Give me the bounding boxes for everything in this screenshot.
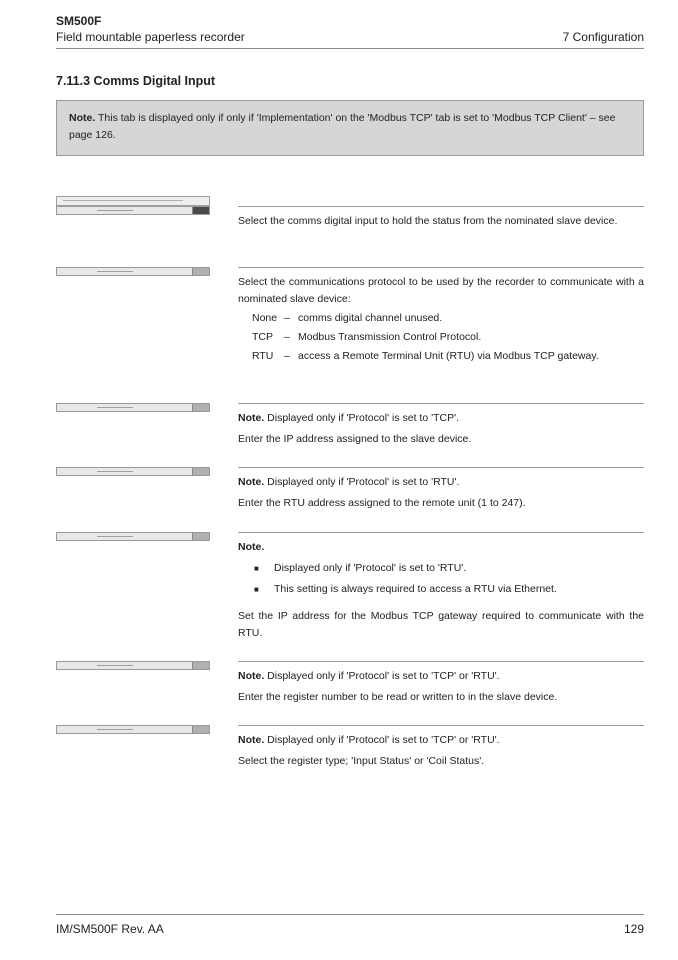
param-description: [238, 532, 644, 642]
register-type-field[interactable]: [56, 725, 210, 734]
bullet-icon: ■: [254, 564, 259, 573]
note-text: Displayed only if 'Protocol' is set to 'TCP'.: [267, 412, 460, 424]
note-label: Note.: [238, 412, 265, 424]
option-dash: –: [284, 312, 290, 324]
dropdown-button[interactable]: [192, 662, 209, 669]
description-text: Enter the RTU address assigned to the remote unit (1 to 247).: [238, 497, 526, 509]
section-title: 7.11.3 Comms Digital Input: [56, 74, 216, 88]
dropdown-button[interactable]: [192, 404, 209, 411]
ip-address-field[interactable]: [56, 403, 210, 412]
gateway-ip-field[interactable]: [56, 532, 210, 541]
note-label: Note.: [238, 541, 265, 553]
bullet-icon: ■: [254, 585, 259, 594]
note-text: Displayed only if 'Protocol' is set to 'TCP' or 'RTU'.: [267, 734, 500, 746]
field-value-placeholder: [97, 471, 133, 472]
footer-doc-number: IM/SM500F Rev. AA: [56, 922, 164, 936]
note-line: [238, 410, 644, 427]
option-dash: –: [284, 350, 290, 362]
header-rule: [56, 48, 644, 49]
field-value-placeholder: [97, 210, 133, 211]
note-line: [238, 474, 644, 491]
note-text: Displayed only if 'Protocol' is set to 'TCP' or 'RTU'.: [267, 670, 500, 682]
note-label: Note.: [238, 476, 265, 488]
dropdown-button[interactable]: [192, 533, 209, 540]
description-text: Select the comms digital input to hold the status from the nominated slave device.: [238, 215, 618, 227]
field-value-placeholder: [97, 729, 133, 730]
bullet-item: [238, 581, 644, 598]
description-text: Enter the IP address assigned to the slave device.: [238, 433, 472, 445]
header-model: SM500F: [56, 14, 102, 28]
option-key: RTU: [252, 350, 274, 362]
top-note-text: This tab is displayed only if only if 'Implementation' on the 'Modbus TCP' tab is set to 'Modbus TCP Client' – see page 126.: [69, 112, 616, 141]
footer-rule: [56, 914, 644, 915]
note-text: Displayed only if 'Protocol' is set to 'RTU'.: [267, 476, 460, 488]
note-label: Note.: [238, 734, 265, 746]
dropdown-button[interactable]: [192, 207, 209, 214]
description-text: Select the communications protocol to be used by the recorder to communicate with a nominated slave device:: [238, 276, 644, 305]
description-text: Set the IP address for the Modbus TCP gateway required to communicate with the RTU.: [238, 610, 644, 639]
param-panel-header: [56, 196, 210, 206]
dropdown-button[interactable]: [192, 268, 209, 275]
field-value-placeholder: [97, 665, 133, 666]
footer-page-number: 129: [623, 922, 644, 936]
param-description: [238, 467, 644, 512]
bullet-item: [238, 560, 644, 577]
note-line: [238, 539, 644, 556]
header-subtitle: Field mountable paperless recorder: [56, 30, 245, 44]
param-description: [238, 403, 644, 448]
param-description: [238, 206, 644, 230]
field-value-placeholder: [97, 407, 133, 408]
param-description: [238, 661, 644, 706]
note-label: Note.: [238, 670, 265, 682]
option-key: None: [252, 312, 278, 324]
option-text: comms digital channel unused.: [298, 312, 443, 324]
field-value-placeholder: [97, 271, 133, 272]
description-text: Enter the register number to be read or written to in the slave device.: [238, 691, 558, 703]
rtu-address-field[interactable]: [56, 467, 210, 476]
dropdown-button[interactable]: [192, 726, 209, 733]
register-number-field[interactable]: [56, 661, 210, 670]
option-text: Modbus Transmission Control Protocol.: [298, 331, 482, 343]
top-note-box: [56, 100, 644, 156]
option-row: [238, 329, 644, 346]
field-value-placeholder: [97, 536, 133, 537]
header-section: 7 Configuration: [562, 30, 644, 44]
bullet-text: This setting is always required to access a RTU via Ethernet.: [274, 583, 557, 595]
option-dash: –: [284, 331, 290, 343]
param-description: [238, 267, 644, 365]
note-line: [238, 668, 644, 685]
description-text: Select the register type; 'Input Status' or 'Coil Status'.: [238, 755, 485, 767]
option-row: [238, 310, 644, 327]
param-description: [238, 725, 644, 770]
protocol-field[interactable]: [56, 267, 210, 276]
note-line: [238, 732, 644, 749]
option-key: TCP: [252, 331, 273, 343]
dropdown-button[interactable]: [192, 468, 209, 475]
top-note-label: Note.: [69, 112, 96, 124]
option-row: [238, 348, 644, 365]
option-text: access a Remote Terminal Unit (RTU) via Modbus TCP gateway.: [298, 350, 599, 362]
comms-input-field[interactable]: [56, 206, 210, 215]
bullet-text: Displayed only if 'Protocol' is set to 'RTU'.: [274, 562, 467, 574]
